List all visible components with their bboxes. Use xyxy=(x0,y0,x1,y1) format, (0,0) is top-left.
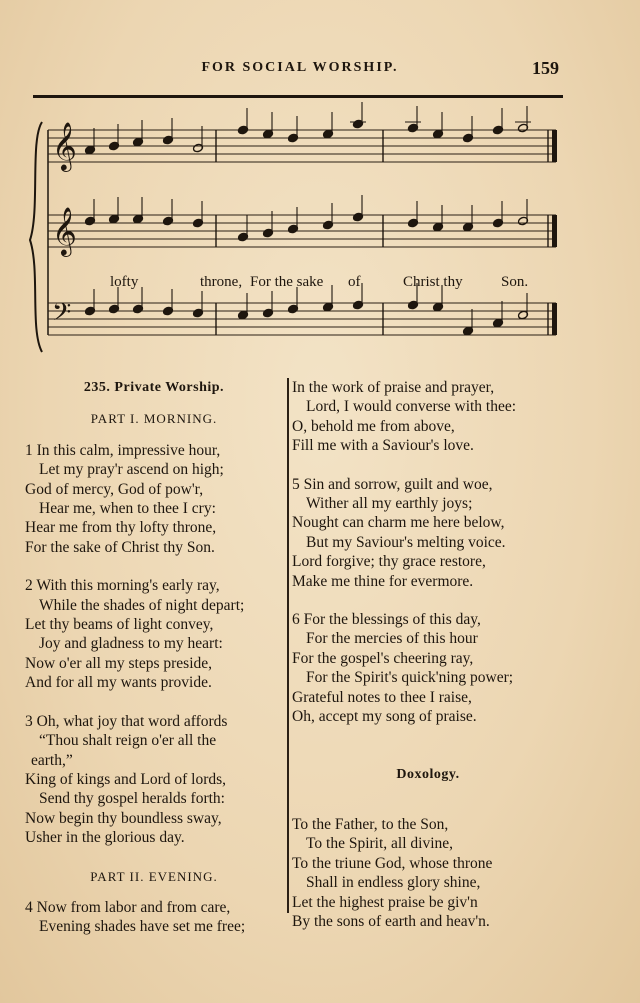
verse-line: “Thou shalt reign o'er all the xyxy=(39,732,217,750)
part-heading: PART I. MORNING. xyxy=(90,411,218,427)
verse-line: 3 Oh, what joy that word affords xyxy=(25,712,228,730)
hymn-title: Doxology. xyxy=(396,766,460,782)
final-barline-thick xyxy=(552,130,557,162)
spacer xyxy=(25,429,283,441)
lyric-word: throne, xyxy=(200,274,243,290)
verse-line: Joy and gladness to my heart: xyxy=(39,635,223,653)
verse-line: To the triune God, whose throne xyxy=(292,854,493,872)
verse-line: For the gospel's cheering ray, xyxy=(292,649,474,667)
verse-line: Hear me, when to thee I cry: xyxy=(39,500,216,518)
part-heading: PART II. EVENING. xyxy=(90,868,218,884)
verse-line: Lord, I would converse with thee: xyxy=(306,398,517,416)
verse-line: 5 Sin and sorrow, guilt and woe, xyxy=(292,475,493,493)
page-number: 159 xyxy=(532,58,559,78)
verse-line: For the Spirit's quick'ning power; xyxy=(306,669,514,687)
verse-line: King of kings and Lord of lords, xyxy=(25,770,227,788)
final-barline-thick xyxy=(552,303,557,335)
stanza-gap xyxy=(292,727,564,746)
right-column xyxy=(292,378,564,931)
verse-line: 4 Now from labor and from care, xyxy=(25,898,231,916)
verse-line: While the shades of night depart; xyxy=(39,596,245,614)
spacer xyxy=(25,886,283,898)
bass-clef-icon: 𝄢 xyxy=(52,298,72,333)
verse-line: Let my pray'r ascend on high; xyxy=(39,461,224,479)
stanza-gap xyxy=(292,591,564,610)
verse-line: Now o'er all my steps preside, xyxy=(25,654,213,672)
verse-line: Lord forgive; thy grace restore, xyxy=(292,553,486,571)
verse-line: Evening shades have set me free; xyxy=(39,918,246,936)
stanza-gap xyxy=(25,557,283,576)
treble-clef-icon: 𝄞 xyxy=(52,121,77,170)
stanza-gap xyxy=(25,693,283,712)
verse-line: Hear me from thy lofty throne, xyxy=(25,519,217,537)
verse-line: And for all my wants provide. xyxy=(25,674,212,692)
verse-line: Wither all my earthly joys; xyxy=(306,495,473,513)
verse-line: Shall in endless glory shine, xyxy=(306,874,481,892)
stanza-gap xyxy=(292,784,564,803)
spacer xyxy=(25,397,283,409)
verse-line: But my Saviour's melting voice. xyxy=(306,533,506,551)
verse-line: 2 With this morning's early ray, xyxy=(25,577,220,595)
verse-line: Nought can charm me here below, xyxy=(292,514,505,532)
lyrics-group xyxy=(110,274,528,290)
spacer xyxy=(292,803,564,815)
final-barline-thick xyxy=(552,215,557,247)
left-column xyxy=(25,378,283,937)
music-score xyxy=(28,100,568,360)
verse-line: For the sake of Christ thy Son. xyxy=(25,538,215,556)
verse-line: Let the highest praise be giv'n xyxy=(292,893,478,911)
verse-line: To the Father, to the Son, xyxy=(292,815,449,833)
lyric-word: lofty xyxy=(110,274,139,290)
verse-line: 1 In this calm, impressive hour, xyxy=(25,441,221,459)
verse-line: God of mercy, God of pow'r, xyxy=(25,480,204,498)
verse-line: Fill me with a Saviour's love. xyxy=(292,437,474,455)
stanza-gap xyxy=(292,746,564,765)
verse-line: Usher in the glorious day. xyxy=(25,829,185,847)
verse-line: For the mercies of this hour xyxy=(306,630,478,648)
verse-line: 6 For the blessings of this day, xyxy=(292,611,481,629)
verse-line: Make me thine for evermore. xyxy=(292,572,474,590)
lyric-word: For the sake xyxy=(250,274,324,290)
treble-clef-icon: 𝄞 xyxy=(52,206,77,255)
stanza-gap xyxy=(292,456,564,475)
lyric-word: Christ thy xyxy=(403,274,463,290)
stanza-gap xyxy=(25,848,283,867)
column-divider xyxy=(287,378,289,913)
verse-line: By the sons of earth and heav'n. xyxy=(292,912,490,930)
verse-line: To the Spirit, all divine, xyxy=(306,835,454,853)
notes-group xyxy=(85,102,531,336)
verse-line: Grateful notes to thee I raise, xyxy=(292,688,472,706)
verse-line: Let thy beams of light convey, xyxy=(25,616,214,634)
verse-line: O, behold me from above, xyxy=(292,417,455,435)
header-rule xyxy=(33,95,563,98)
verse-line: Now begin thy boundless sway, xyxy=(25,809,222,827)
running-header: FOR SOCIAL WORSHIP. xyxy=(201,60,399,75)
verse-line: Oh, accept my song of praise. xyxy=(292,708,477,726)
hymn-title: 235. Private Worship. xyxy=(83,380,225,395)
verse-line: Send thy gospel heralds forth: xyxy=(39,790,225,808)
lyric-word: Son. xyxy=(501,274,529,290)
verse-line: earth,” xyxy=(31,751,73,769)
verse-line: In the work of praise and prayer, xyxy=(292,379,495,396)
lyric-word: of xyxy=(348,274,361,290)
staff-lines xyxy=(30,121,557,352)
brace xyxy=(30,122,42,352)
